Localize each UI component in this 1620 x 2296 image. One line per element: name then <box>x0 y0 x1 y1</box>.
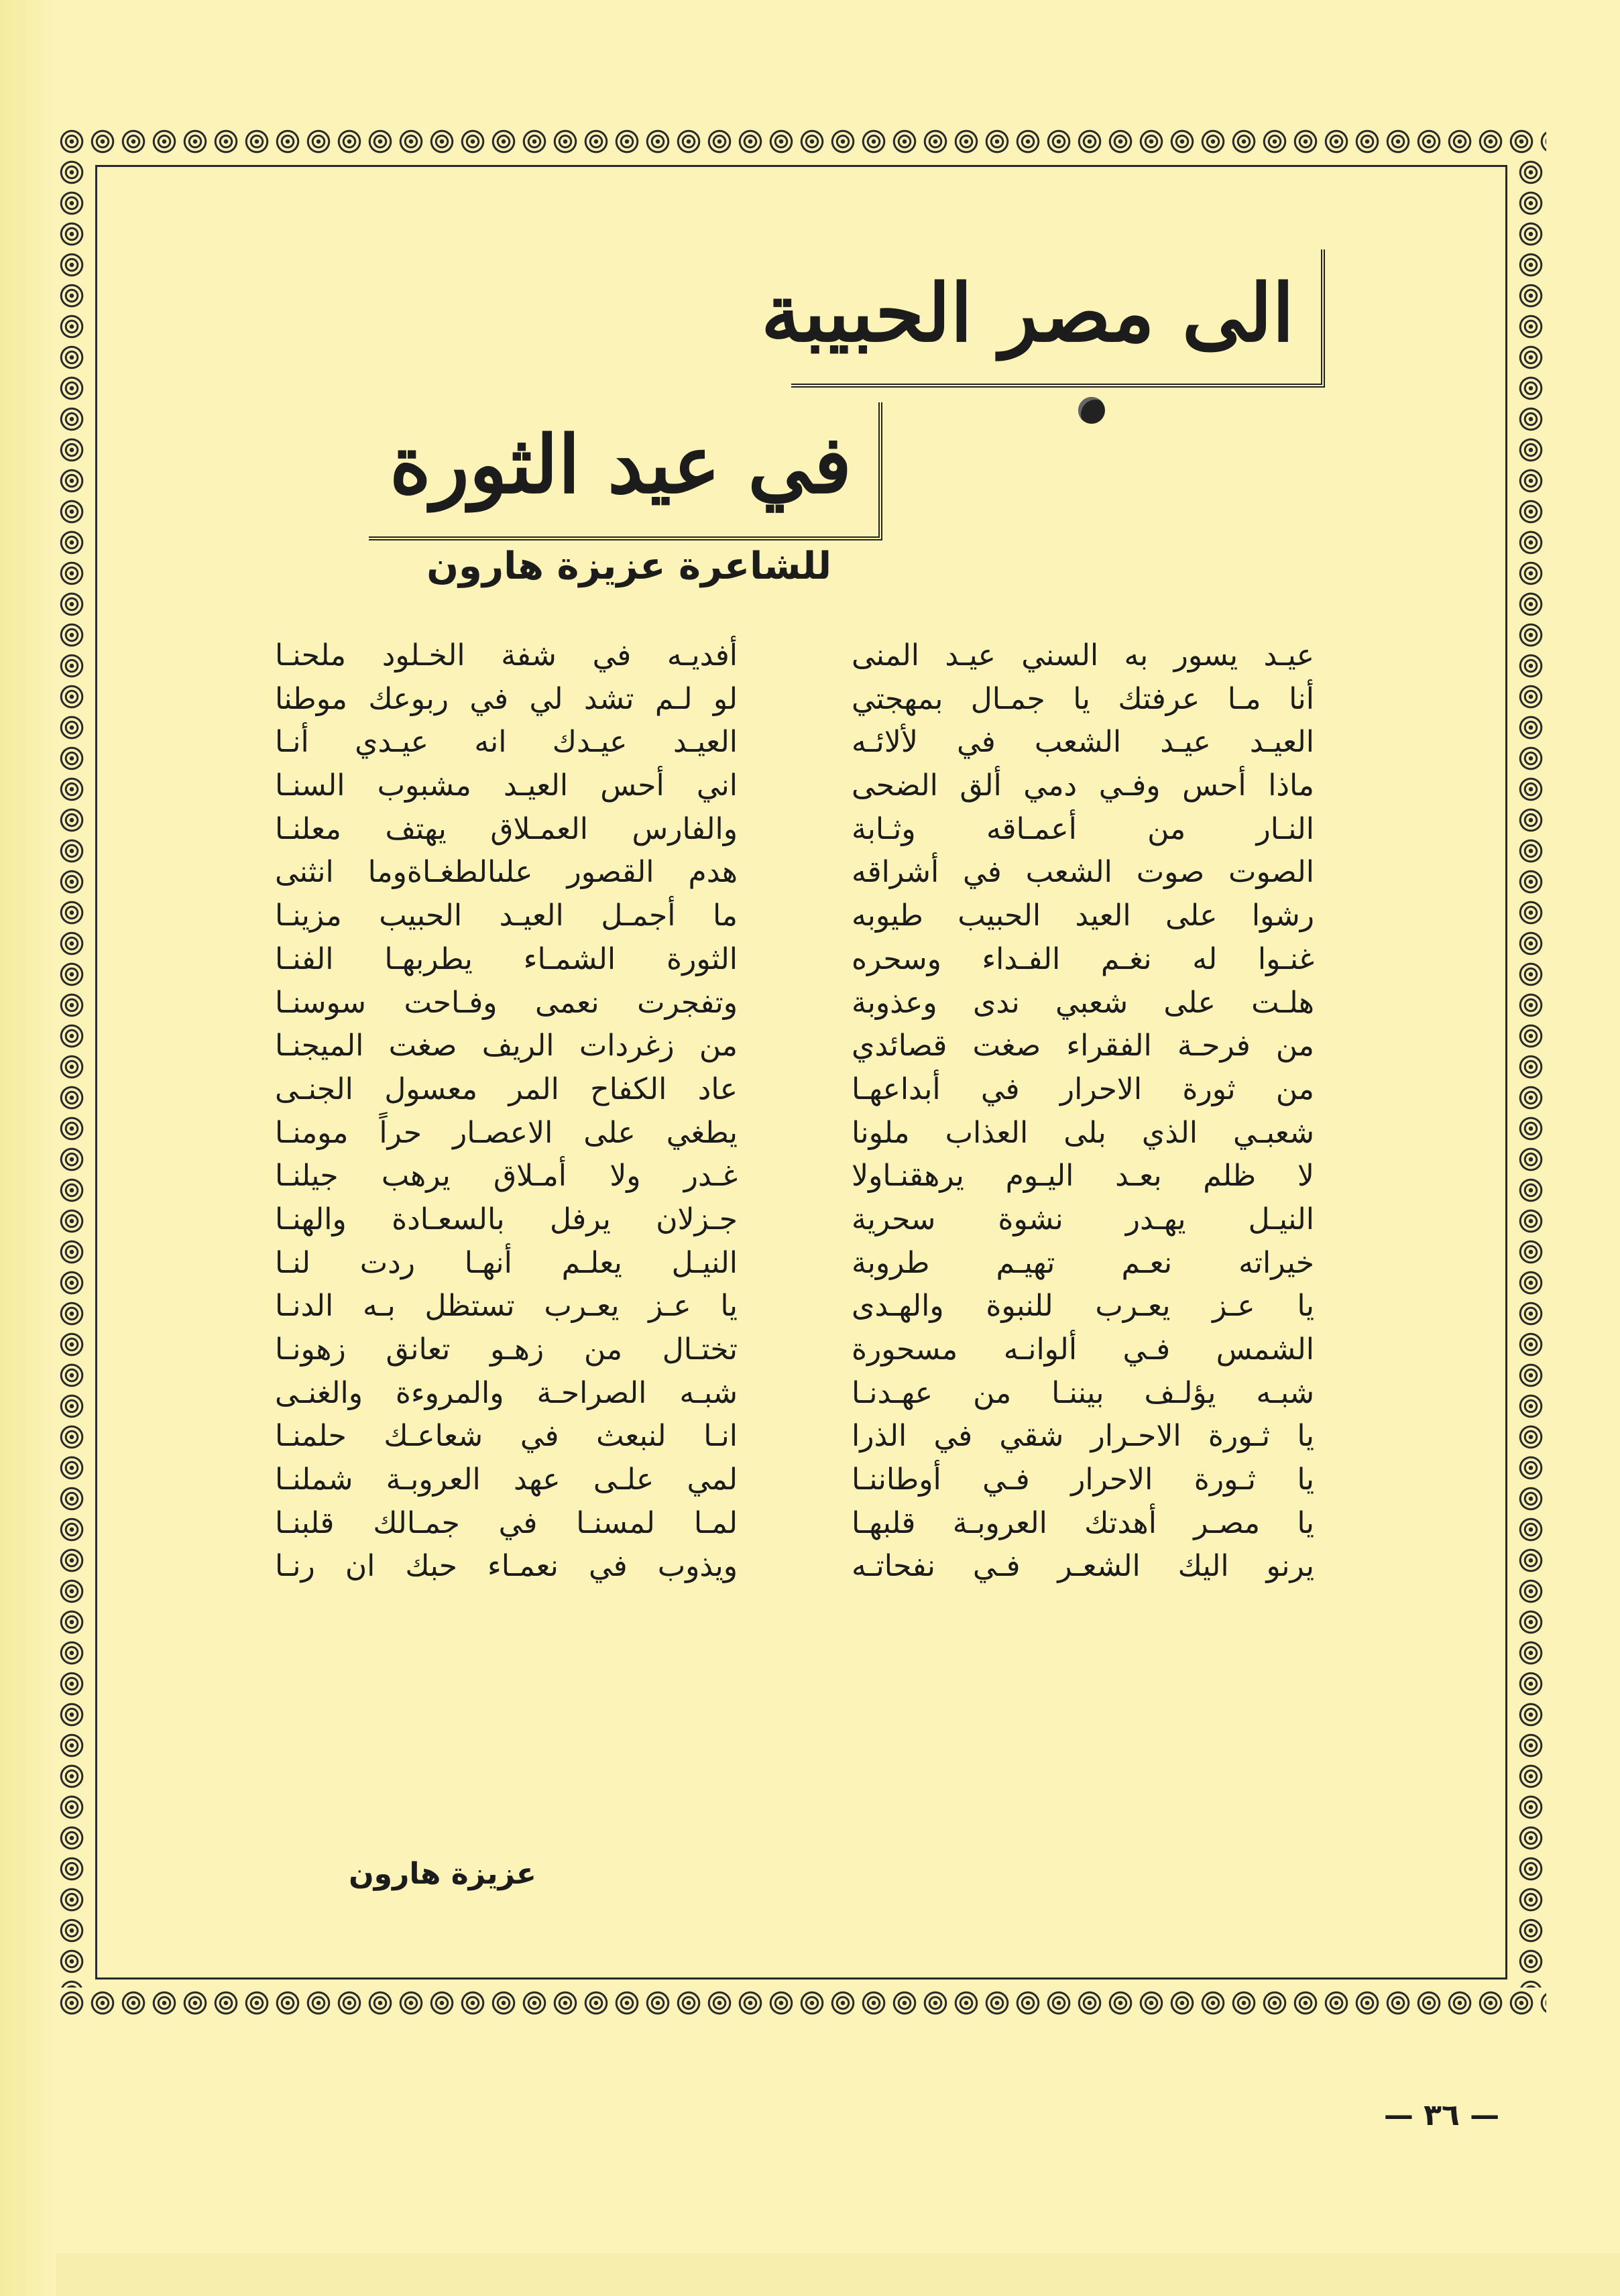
verse: تختـال من زهـو تعانق زهونـا <box>275 1332 738 1367</box>
verse: شبـه الصراحـة والمروءة والغنـى <box>275 1375 738 1410</box>
verse: لا ظلم بعـد اليـوم يرهقنـاولا <box>852 1159 1314 1194</box>
verse: ويذوب في نعمـاء حبك ان رنـا <box>275 1549 738 1584</box>
verse: لمي علـى عهد العروبـة شملنـا <box>275 1462 738 1497</box>
verse: أفديـه في شفة الخـلود ملحنـا <box>275 638 738 673</box>
verse: يرنو اليك الشعـر فـي نفحاتـه <box>852 1549 1314 1584</box>
scan-edge-shadow <box>0 0 56 2296</box>
verse: يطغي على الاعصـار حراً مومنـا <box>275 1115 738 1150</box>
frame-border-left <box>56 157 87 1988</box>
verse: انـا لنبعث في شعاعـك حلمنـا <box>275 1419 738 1454</box>
verse: من ثورة الاحرار في أبداعهـا <box>852 1072 1314 1106</box>
verse: خيراته نعـم تهيـم طروبة <box>852 1245 1314 1280</box>
verse: اني أحس العيـد مشبوب السنـا <box>275 768 738 803</box>
title-line-2: في عيد الثورة <box>390 418 852 511</box>
verse: النيـل يهـدر نشوة سحرية <box>852 1202 1314 1237</box>
frame-border-bottom <box>56 1988 1546 2018</box>
poem-column-left <box>275 634 738 1589</box>
verse: الثورة الشمـاء يطربهـا الفنـا <box>275 941 738 976</box>
verse: من زغردات الريف صغت الميجنـا <box>275 1029 738 1064</box>
verse: العيـد عيـدك انه عيـدي أنـا <box>275 725 738 760</box>
verse: عاد الكفاح المر معسول الجنـى <box>275 1072 738 1106</box>
verse: العيـد عيـد الشعب في لألائـه <box>852 725 1314 760</box>
page-number: — ٣٦ — <box>1383 2098 1500 2132</box>
verse: ماذا أحس وفـي دمي ألق الضحى <box>852 768 1314 803</box>
verse: من فرحـة الفقراء صغت قصائدي <box>852 1029 1314 1064</box>
verse: غنـوا له نغـم الفـداء وسحره <box>852 941 1314 976</box>
verse: أنا مـا عرفتك يا جمـال بمهجتي <box>852 681 1314 716</box>
verse: يا عـز يعـرب تستظل بـه الدنـا <box>275 1289 738 1324</box>
verse: جـزلان يرفل بالسعـادة والهنـا <box>275 1202 738 1237</box>
author-byline: للشاعرة عزيزة هارون <box>426 544 831 588</box>
verse: شبـه يؤلـف بيننـا من عهـدنـا <box>852 1375 1314 1410</box>
verse: الصوت صوت الشعب في أشراقه <box>852 855 1314 890</box>
verse: يا مصـر أهدتك العروبـة قلبهـا <box>852 1505 1314 1540</box>
frame-border-right <box>1515 157 1546 1988</box>
verse: والفارس العمـلاق يهتف معلنـا <box>275 811 738 846</box>
verse: الشمس فـي ألوانـه مسحورة <box>852 1332 1314 1367</box>
verse: النـار من أعمـاقه وثـابة <box>852 811 1314 846</box>
verse: ما أجمـل العيـد الحبيب مزينـا <box>275 899 738 933</box>
title-box-primary <box>761 249 1325 388</box>
title-line-1: الى مصر الحبيبة <box>761 266 1294 359</box>
verse: يا ثـورة الاحرار فـي أوطاننـا <box>852 1462 1314 1497</box>
frame-border-top <box>56 126 1546 157</box>
verse: هلـت على شعبي ندى وعذوبة <box>852 985 1314 1020</box>
poem-signature: عزيزة هارون <box>349 1857 536 1891</box>
title-dot-ornament <box>1078 397 1105 424</box>
poem-column-right <box>852 634 1314 1589</box>
verse: هدم القصور علىالطغـاةوما انثنى <box>275 855 738 890</box>
verse: النيـل يعلـم أنهـا ردت لنـا <box>275 1245 738 1280</box>
verse: وتفجرت نعمى وفـاحت سوسنـا <box>275 985 738 1020</box>
verse: شعبـي الذي بلى العذاب ملونا <box>852 1115 1314 1150</box>
verse: يا عـز يعـرب للنبوة والهـدى <box>852 1289 1314 1324</box>
verse: يا ثـورة الاحـرار شقي في الذرا <box>852 1419 1314 1454</box>
verse: لو لـم تشد لي في ربوعك موطنا <box>275 681 738 716</box>
verse: رشوا على العيد الحبيب طيوبه <box>852 899 1314 933</box>
scan-bottom-strip <box>56 2253 1620 2296</box>
verse: عيـد يسور به السني عيـد المنى <box>852 638 1314 673</box>
verse: غـدر ولا أمـلاق يرهب جيلنـا <box>275 1159 738 1194</box>
verse: لمـا لمسنـا في جمـالك قلبنـا <box>275 1505 738 1540</box>
title-box-secondary <box>369 402 882 540</box>
